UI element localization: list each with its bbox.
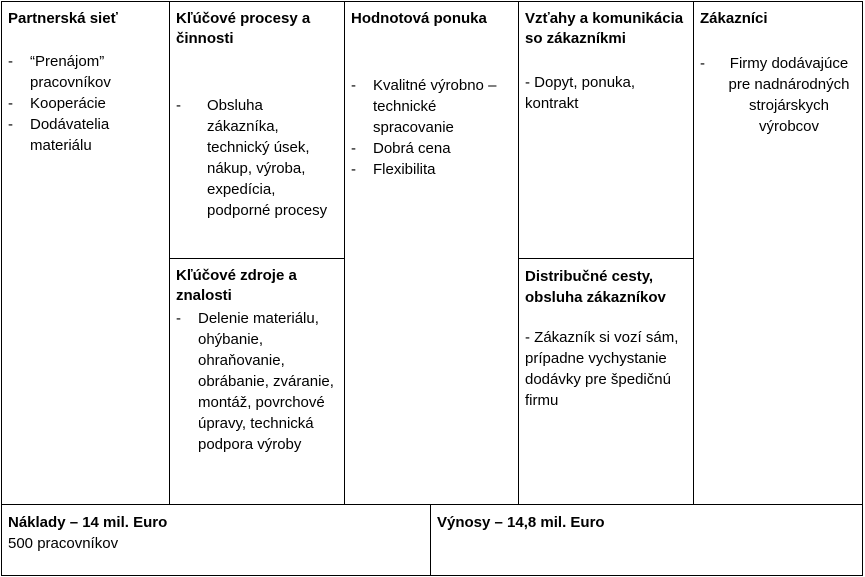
customers-title: Zákazníci: [700, 10, 768, 27]
list-item: - Dobrá cena: [351, 140, 451, 157]
channels-cell: [518, 258, 694, 505]
revenue-title: Výnosy – 14,8 mil. Euro: [437, 514, 605, 531]
costs-cell: [1, 504, 431, 576]
customers-list: [700, 53, 856, 137]
list-item: - Delenie materiálu, ohýbanie, ohraňovanie, obrábanie, zváranie, montáž, povrchové úpravy, technická podpora výroby: [176, 310, 334, 453]
value-list: [351, 75, 512, 180]
list-item: - Flexibilita: [351, 161, 436, 178]
list-item: - Firmy dodávajúce pre nadnárodných strojárskych výrobcov: [700, 55, 850, 135]
relations-text: - Dopyt, ponuka, kontrakt: [525, 74, 636, 112]
relations-title: Vzťahy a komunikácia so zákazníkmi: [525, 10, 684, 47]
list-item: - Kvalitné výrobno – technické spracovanie: [351, 77, 497, 136]
value-title: Hodnotová ponuka: [351, 10, 487, 27]
resources-cell: [169, 258, 345, 505]
processes-cell: [169, 1, 345, 259]
resources-list: [176, 308, 338, 455]
customers-cell: [693, 1, 863, 505]
resources-title: Kľúčové zdroje a znalosti: [176, 267, 297, 304]
channels-text: - Zákazník si vozí sám, prípadne vychystanie dodávky pre špedičnú firmu: [525, 329, 679, 409]
costs-text: 500 pracovníkov: [8, 535, 119, 552]
processes-title: Kľúčové procesy a činnosti: [176, 10, 311, 47]
partners-cell: [1, 1, 170, 505]
costs-title: Náklady – 14 mil. Euro: [8, 514, 168, 531]
list-item: - “Prenájom” pracovníkov: [8, 53, 111, 91]
list-item: - Obsluha zákazníka, technický úsek, nákup, výroba, expedícia, podporné procesy: [176, 97, 328, 219]
list-item: - Kooperácie: [8, 95, 106, 112]
channels-title: Distribučné cesty, obsluha zákazníkov: [525, 268, 666, 306]
value-cell: [344, 1, 519, 505]
partners-list: [8, 51, 163, 156]
revenue-cell: [430, 504, 863, 576]
list-item: - Dodávatelia materiálu: [8, 116, 110, 154]
partners-title: Partnerská sieť: [8, 10, 118, 27]
relations-cell: [518, 1, 694, 259]
processes-list: [176, 95, 338, 221]
